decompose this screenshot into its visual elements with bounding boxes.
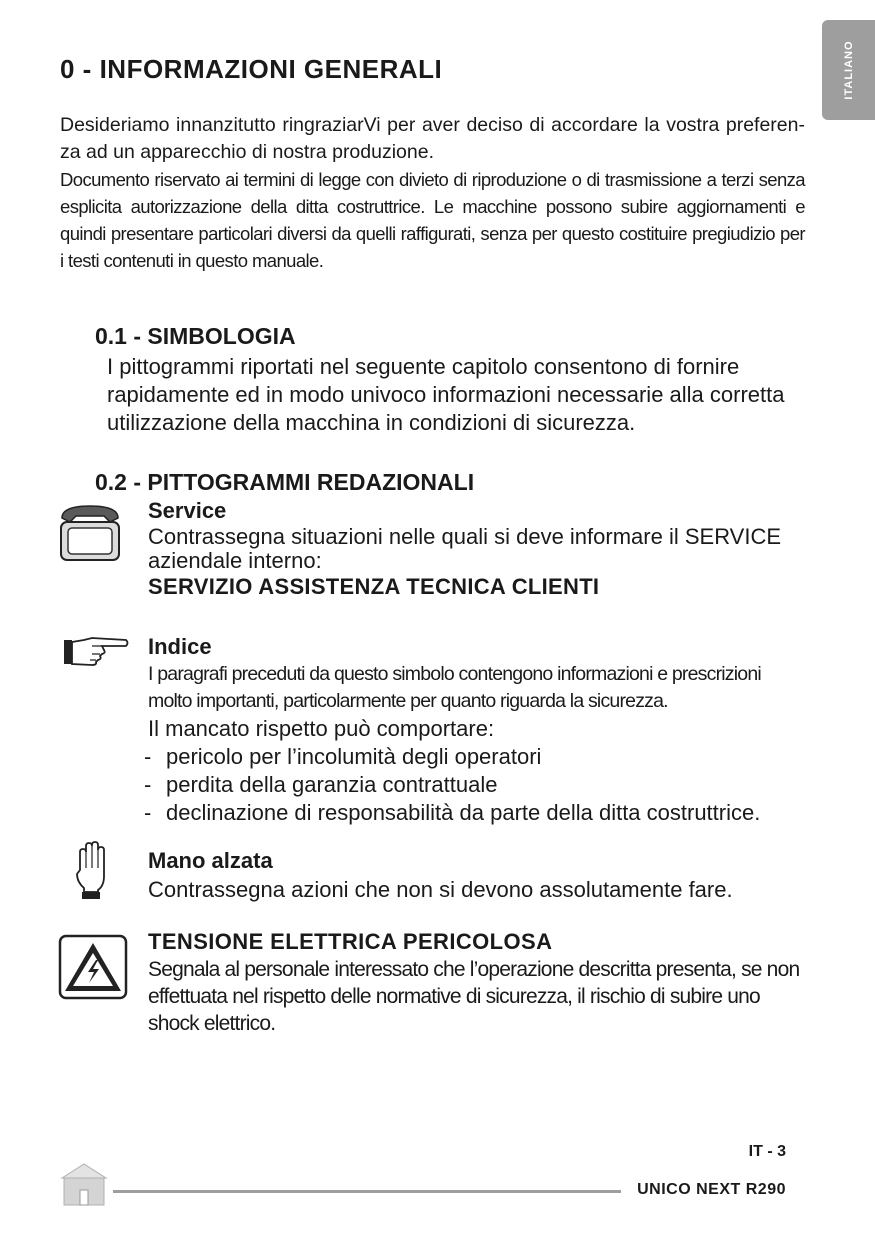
mano-title: Mano alzata: [148, 848, 273, 873]
intro-paragraph-2: Documento riservato ai termini di legge con divieto di riproduzione o di trasmissione a terzi senza esplicita autorizzazione della ditta costruttrice. Le macchine possono subire aggiornamenti e quindi presentare particolari diversi da quelli raffigurati, senza per questo costituire pregiudizio per i testi contenuti in questo manuale.: [60, 169, 805, 271]
product-name: UNICO NEXT R290: [637, 1181, 786, 1198]
service-strong: SERVIZIO ASSISTENZA TECNICA CLIENTI: [148, 574, 600, 599]
indice-consequence-intro: Il mancato rispetto può comportare:: [148, 716, 495, 741]
list-item: - perdita della garanzia contrattuale: [144, 771, 806, 799]
electric-hazard-icon: [58, 934, 128, 1005]
page-title: 0 - INFORMAZIONI GENERALI: [60, 54, 443, 84]
language-tab[interactable]: [822, 20, 875, 120]
pointing-hand-icon: [62, 634, 130, 673]
mano-block: [148, 847, 806, 905]
mano-text: Contrassegna azioni che non si devono assolutamente fare.: [148, 877, 733, 902]
home-icon[interactable]: [60, 1162, 108, 1211]
tensione-title: TENSIONE ELETTRICA PERICOLOSA: [148, 929, 553, 954]
tensione-block: [148, 928, 806, 1037]
intro-section: [60, 112, 805, 274]
list-item: - pericolo per l’incolumità degli operatori: [144, 743, 806, 771]
intro-paragraph-1: Desideriamo innanzitutto ringraziarVi per aver deciso di accordare la vostra preferen-za ad un apparecchio di nostra produzione.: [60, 114, 805, 163]
language-tab-label: ITALIANO: [842, 40, 855, 100]
footer-divider: [113, 1190, 621, 1193]
raised-hand-icon: [74, 840, 108, 907]
service-text: Contrassegna situazioni nelle quali si deve informare il SERVICE aziendale interno:: [148, 524, 782, 573]
section-heading-pittogrammi: 0.2 - PITTOGRAMMI REDAZIONALI: [95, 469, 475, 495]
telephone-icon: [56, 500, 124, 569]
consequence-list: [144, 743, 806, 827]
tensione-text: Segnala al personale interessato che l’operazione descritta presenta, se non effettuata nel rispetto delle normative di sicurezza, il rischio di subire uno shock elettrico.: [148, 958, 800, 1035]
indice-text: I paragrafi preceduti da questo simbolo contengono informazioni e prescrizioni molto importanti, particolarmente per quanto riguarda la sicurezza.: [148, 663, 761, 712]
page-number: IT - 3: [748, 1143, 786, 1160]
indice-title: Indice: [148, 634, 212, 659]
indice-block: [148, 633, 806, 827]
section-heading-simbologia: 0.1 - SIMBOLOGIA: [95, 323, 296, 349]
list-item: - declinazione di responsabilità da parte della ditta costruttrice.: [144, 799, 806, 827]
service-title: Service: [148, 498, 227, 523]
simbologia-text: I pittogrammi riportati nel seguente capitolo consentono di fornire rapidamente ed in modo univoco informazioni necessarie alla corretta utilizzazione della macchina in condizioni di sicurezza.: [107, 354, 785, 435]
service-block: [148, 497, 806, 601]
